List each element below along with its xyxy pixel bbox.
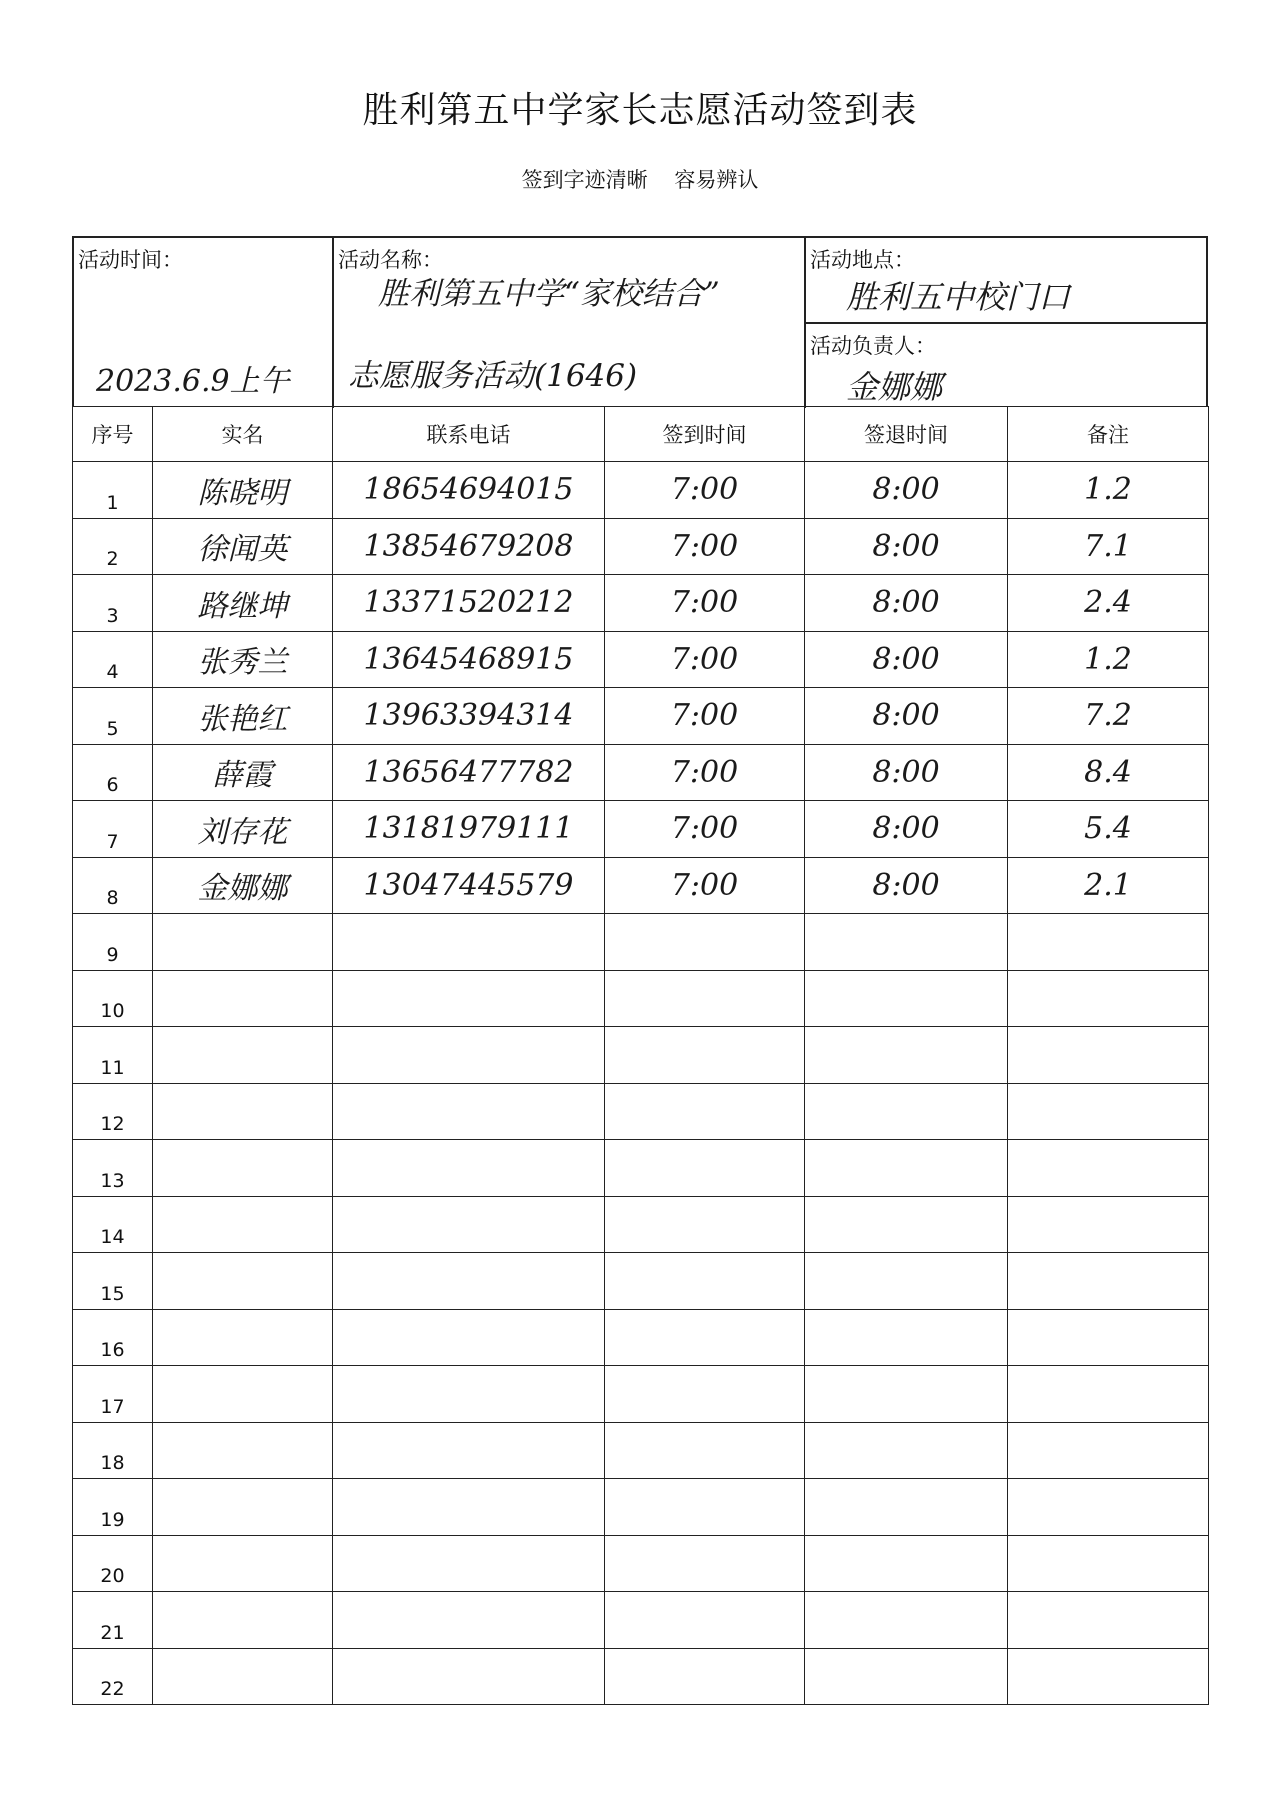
sign-in-table <box>72 406 1209 1705</box>
name-cell: 徐闻英 <box>153 518 333 575</box>
sign-in-time-cell <box>605 1535 805 1592</box>
activity-name-value-line1: 胜利第五中学“家校结合” <box>378 276 720 312</box>
name-cell: 张艳红 <box>153 688 333 745</box>
sign-out-time-cell <box>805 1648 1008 1705</box>
column-header: 签退时间 <box>805 407 1008 462</box>
phone-cell <box>333 1535 605 1592</box>
row-number: 5 <box>73 688 153 745</box>
activity-leader-cell <box>806 324 1206 408</box>
activity-name-value-line2: 志愿服务活动(1646) <box>348 358 638 394</box>
note-cell <box>1008 1253 1209 1310</box>
phone-cell: 13645468915 <box>333 631 605 688</box>
row-number: 4 <box>73 631 153 688</box>
row-number: 11 <box>73 1027 153 1084</box>
activity-place-cell <box>806 238 1206 324</box>
table-body <box>73 462 1209 1705</box>
table-row <box>73 1027 1209 1084</box>
table-row <box>73 1309 1209 1366</box>
phone-cell <box>333 1479 605 1536</box>
note-cell: 2.4 <box>1008 575 1209 632</box>
note-cell <box>1008 1592 1209 1649</box>
phone-cell: 13963394314 <box>333 688 605 745</box>
row-number: 9 <box>73 914 153 971</box>
table-row <box>73 1479 1209 1536</box>
sign-out-time-cell <box>805 1592 1008 1649</box>
row-number: 6 <box>73 744 153 801</box>
note-cell <box>1008 1648 1209 1705</box>
phone-cell <box>333 914 605 971</box>
name-cell: 刘存花 <box>153 801 333 858</box>
row-number: 8 <box>73 857 153 914</box>
sign-in-time-cell <box>605 1253 805 1310</box>
row-number: 14 <box>73 1196 153 1253</box>
sign-out-time-cell <box>805 1027 1008 1084</box>
column-header: 签到时间 <box>605 407 805 462</box>
table-row <box>73 1140 1209 1197</box>
name-cell <box>153 1479 333 1536</box>
sign-out-time-cell: 8:00 <box>805 631 1008 688</box>
name-cell <box>153 1140 333 1197</box>
row-number: 2 <box>73 518 153 575</box>
name-cell <box>153 914 333 971</box>
table-row <box>73 1083 1209 1140</box>
sign-in-time-cell <box>605 1083 805 1140</box>
table-row <box>73 575 1209 632</box>
phone-cell <box>333 1196 605 1253</box>
table-row <box>73 631 1209 688</box>
row-number: 7 <box>73 801 153 858</box>
sign-in-time-cell <box>605 1309 805 1366</box>
sign-in-time-cell <box>605 1196 805 1253</box>
table-row <box>73 1592 1209 1649</box>
table-row <box>73 1535 1209 1592</box>
table-row <box>73 1253 1209 1310</box>
time-value: 2023.6.9上午 <box>96 364 290 399</box>
note-cell <box>1008 1535 1209 1592</box>
phone-cell: 13047445579 <box>333 857 605 914</box>
name-cell: 张秀兰 <box>153 631 333 688</box>
note-cell: 8.4 <box>1008 744 1209 801</box>
note-cell: 5.4 <box>1008 801 1209 858</box>
phone-cell <box>333 1027 605 1084</box>
note-cell <box>1008 1422 1209 1479</box>
activity-info-header <box>72 236 1208 406</box>
row-number: 19 <box>73 1479 153 1536</box>
sign-out-time-cell <box>805 1196 1008 1253</box>
row-number: 20 <box>73 1535 153 1592</box>
phone-cell <box>333 1648 605 1705</box>
activity-leader-value: 金娜娜 <box>846 368 943 406</box>
row-number: 13 <box>73 1140 153 1197</box>
sign-in-time-cell: 7:00 <box>605 857 805 914</box>
sign-in-time-cell: 7:00 <box>605 631 805 688</box>
time-cell <box>74 238 334 408</box>
phone-cell <box>333 1592 605 1649</box>
time-label: 活动时间： <box>78 248 183 272</box>
row-number: 21 <box>73 1592 153 1649</box>
name-cell <box>153 1422 333 1479</box>
sign-out-time-cell <box>805 1309 1008 1366</box>
sign-out-time-cell <box>805 1479 1008 1536</box>
name-cell <box>153 1309 333 1366</box>
table-row <box>73 914 1209 971</box>
activity-place-value: 胜利五中校门口 <box>846 278 1071 316</box>
row-number: 3 <box>73 575 153 632</box>
column-header: 序号 <box>73 407 153 462</box>
sign-out-time-cell: 8:00 <box>805 688 1008 745</box>
row-number: 1 <box>73 462 153 519</box>
sign-in-time-cell <box>605 1592 805 1649</box>
phone-cell: 18654694015 <box>333 462 605 519</box>
table-row <box>73 688 1209 745</box>
note-cell <box>1008 1309 1209 1366</box>
note-cell <box>1008 1083 1209 1140</box>
note-cell <box>1008 1479 1209 1536</box>
sign-out-time-cell: 8:00 <box>805 462 1008 519</box>
note-cell <box>1008 1027 1209 1084</box>
table-row <box>73 970 1209 1027</box>
note-cell: 2.1 <box>1008 857 1209 914</box>
sign-out-time-cell <box>805 914 1008 971</box>
phone-cell <box>333 1083 605 1140</box>
sign-in-time-cell: 7:00 <box>605 688 805 745</box>
sign-out-time-cell <box>805 1422 1008 1479</box>
table-row <box>73 1366 1209 1423</box>
phone-cell: 13371520212 <box>333 575 605 632</box>
name-cell: 路继坤 <box>153 575 333 632</box>
phone-cell <box>333 1140 605 1197</box>
table-row <box>73 1648 1209 1705</box>
table-row <box>73 801 1209 858</box>
phone-cell: 13854679208 <box>333 518 605 575</box>
activity-leader-label: 活动负责人： <box>810 334 936 358</box>
name-cell <box>153 970 333 1027</box>
name-cell <box>153 1592 333 1649</box>
note-cell: 1.2 <box>1008 462 1209 519</box>
phone-cell: 13181979111 <box>333 801 605 858</box>
phone-cell <box>333 1366 605 1423</box>
sign-in-time-cell: 7:00 <box>605 744 805 801</box>
phone-cell <box>333 1253 605 1310</box>
sign-out-time-cell <box>805 1083 1008 1140</box>
page-title: 胜利第五中学家长志愿活动签到表 <box>362 90 918 131</box>
row-number: 12 <box>73 1083 153 1140</box>
name-cell: 陈晓明 <box>153 462 333 519</box>
name-cell <box>153 1253 333 1310</box>
sign-in-time-cell: 7:00 <box>605 575 805 632</box>
note-cell <box>1008 1140 1209 1197</box>
sign-out-time-cell <box>805 1140 1008 1197</box>
sign-out-time-cell <box>805 1366 1008 1423</box>
row-number: 17 <box>73 1366 153 1423</box>
row-number: 15 <box>73 1253 153 1310</box>
sign-in-time-cell <box>605 1366 805 1423</box>
note-cell <box>1008 1366 1209 1423</box>
row-number: 16 <box>73 1309 153 1366</box>
activity-place-label: 活动地点： <box>810 248 915 272</box>
table-row <box>73 518 1209 575</box>
activity-name-cell <box>334 238 806 408</box>
sign-out-time-cell: 8:00 <box>805 801 1008 858</box>
note-cell <box>1008 970 1209 1027</box>
table-row <box>73 857 1209 914</box>
name-cell <box>153 1366 333 1423</box>
sign-in-time-cell <box>605 1422 805 1479</box>
sign-out-time-cell <box>805 1535 1008 1592</box>
table-row <box>73 1422 1209 1479</box>
note-cell: 7.2 <box>1008 688 1209 745</box>
sign-in-time-cell: 7:00 <box>605 462 805 519</box>
phone-cell: 13656477782 <box>333 744 605 801</box>
name-cell <box>153 1083 333 1140</box>
sign-in-time-cell <box>605 1140 805 1197</box>
sign-out-time-cell <box>805 970 1008 1027</box>
phone-cell <box>333 1422 605 1479</box>
sign-out-time-cell: 8:00 <box>805 575 1008 632</box>
column-header: 备注 <box>1008 407 1209 462</box>
row-number: 22 <box>73 1648 153 1705</box>
table-row <box>73 744 1209 801</box>
sign-out-time-cell: 8:00 <box>805 518 1008 575</box>
note-cell <box>1008 1196 1209 1253</box>
column-header: 实名 <box>153 407 333 462</box>
name-cell: 薛霞 <box>153 744 333 801</box>
sign-out-time-cell: 8:00 <box>805 857 1008 914</box>
name-cell <box>153 1027 333 1084</box>
sign-out-time-cell: 8:00 <box>805 744 1008 801</box>
name-cell <box>153 1535 333 1592</box>
name-cell <box>153 1196 333 1253</box>
name-cell: 金娜娜 <box>153 857 333 914</box>
sign-in-time-cell <box>605 1648 805 1705</box>
page-subtitle: 签到字迹清晰 容易辨认 <box>521 168 759 192</box>
row-number: 18 <box>73 1422 153 1479</box>
row-number: 10 <box>73 970 153 1027</box>
sign-in-time-cell <box>605 914 805 971</box>
sign-in-time-cell: 7:00 <box>605 801 805 858</box>
sign-in-time-cell <box>605 1027 805 1084</box>
note-cell <box>1008 914 1209 971</box>
table-row <box>73 1196 1209 1253</box>
column-header: 联系电话 <box>333 407 605 462</box>
sign-in-time-cell <box>605 970 805 1027</box>
note-cell: 7.1 <box>1008 518 1209 575</box>
note-cell: 1.2 <box>1008 631 1209 688</box>
table-header-row <box>73 407 1209 462</box>
sign-in-time-cell <box>605 1479 805 1536</box>
phone-cell <box>333 970 605 1027</box>
sign-in-time-cell: 7:00 <box>605 518 805 575</box>
name-cell <box>153 1648 333 1705</box>
phone-cell <box>333 1309 605 1366</box>
sign-out-time-cell <box>805 1253 1008 1310</box>
table-row <box>73 462 1209 519</box>
activity-name-label: 活动名称： <box>338 248 443 272</box>
